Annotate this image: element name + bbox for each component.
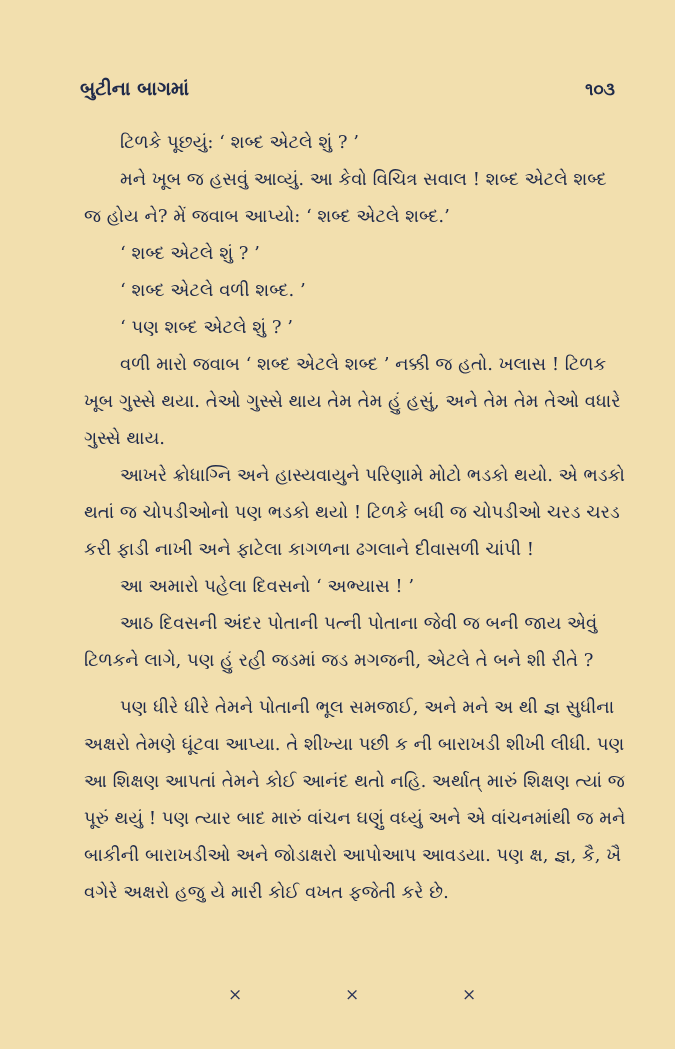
ornament-mark: × — [462, 985, 477, 1005]
paragraph: ‘ શબ્દ એટલે શું ? ’ — [120, 243, 260, 264]
chapter-title: બુટીના બાગમાં — [80, 78, 190, 100]
ornament-mark: × — [345, 985, 360, 1005]
paragraph: વળી મારો જવાબ ‘ શબ્દ એટલે શબ્દ ’ નક્કી જ હતો. ખલાસ ! ટિળક ખૂબ ગુસ્સે થયા. તેઓ ગુસ્સે થાય તેમ તેમ હું હસું, અને તેમ તેમ તેઓ વધારે ગુસ્સે થાય. — [84, 354, 621, 449]
paragraph: ટિળકે પૂછયું: ‘ શબ્દ એટલે શું ? ’ — [120, 132, 360, 153]
ornament-mark: × — [228, 985, 243, 1005]
paragraph: આખરે ક્રોધાગ્નિ અને હાસ્યવાયુને પરિણામે મોટો ભડકો થયો. એ ભડકો થતાં જ ચોપડીઓનો પણ ભડકો થયો ! ટિળકે બધી જ ચોપડીઓ ચરડ ચરડ કરી ફાડી નાખી અને ફાટેલા કાગળના ઢગલાને દીવાસળી ચાંપી ! — [84, 465, 625, 560]
paragraph: આઠ દિવસની અંદર પોતાની પત્ની પોતાના જેવી જ બની જાય એવું ટિળકને લાગે, પણ હું રહી જડમાં જડ મગજની, એટલે તે બને શી રીતે ? — [84, 613, 598, 671]
paragraph: આ અમારો પહેલા દિવસનો ‘ અભ્યાસ ! ’ — [120, 576, 415, 597]
running-header — [80, 78, 615, 108]
paragraph: પણ ધીરે ધીરે તેમને પોતાની ભૂલ સમજાઈ, અને મને અ થી જ્ઞ સુધીના અક્ષરો તેમણે ઘૂંટવા આપ્યા. તે શીખ્યા પછી ક ની બારાખડી શીખી લીધી. પણ આ શિક્ષણ આપતાં તેમને કોઈ આનંદ થતો નહિ. અર્થાત્ મારું શિક્ષણ ત્યાં જ પૂરું થયું ! પણ ત્યાર બાદ મારું વાંચન ઘણું વધ્યું અને એ વાંચનમાંથી જ મને બાકીની બારાખડીઓ અને જોડાક્ષરો આપોઆપ આવડયા. પણ ક્ષ, જ્ઞ, કૈ, ખૈ વગેરે અક્ષરો હજુ યે મારી કોઈ વખત ફજેતી કરે છે. — [84, 697, 626, 903]
paragraph: મને ખૂબ જ હસવું આવ્યું. આ કેવો વિચિત્ર સવાલ ! શબ્દ એટલે શબ્દ જ હોય ને? મેં જવાબ આપ્યો: ‘ શબ્દ એટલે શબ્દ.’ — [84, 169, 607, 227]
paragraph: ‘ પણ શબ્દ એટલે શું ? ’ — [120, 317, 293, 338]
paragraph: ‘ શબ્દ એટલે વળી શબ્દ. ’ — [120, 280, 306, 301]
page-body — [84, 124, 628, 911]
page-number: ૧૦૩ — [585, 80, 615, 100]
